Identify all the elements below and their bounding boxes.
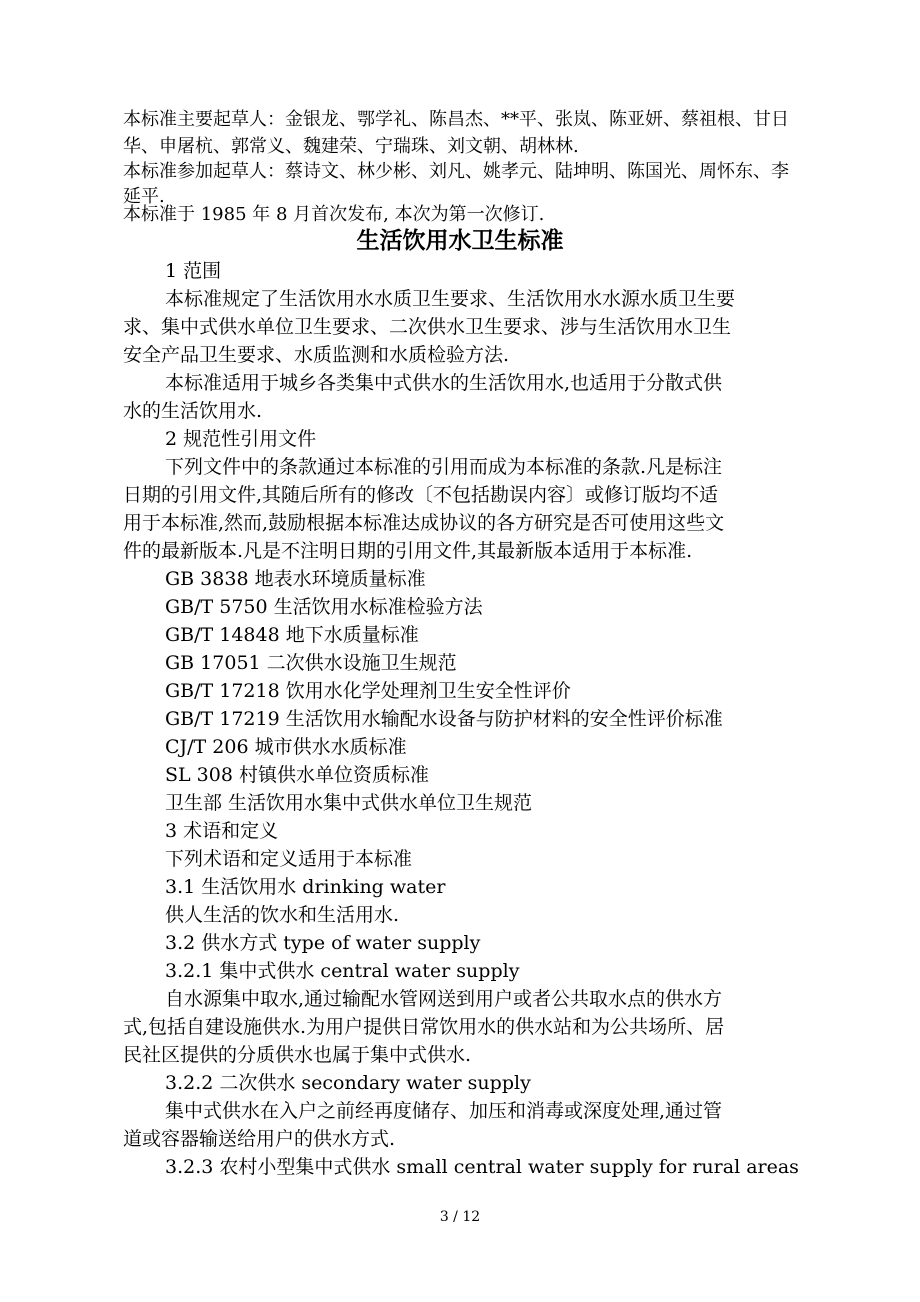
front-matter-line: 华、申屠杭、郭常义、魏建荣、宁瑞珠、刘文朝、胡林林.	[123, 136, 579, 157]
term-heading: 3.2 供水方式 type of water supply	[165, 932, 481, 954]
paragraph-line: 本标准规定了生活饮用水水质卫生要求、生活饮用水水源水质卫生要	[165, 288, 736, 310]
paragraph-line: 自水源集中取水,通过输配水管网送到用户或者公共取水点的供水方	[165, 988, 723, 1010]
paragraph-line: 水的生活饮用水.	[123, 400, 263, 422]
front-matter-line: 本标准主要起草人：金银龙、鄂学礼、陈昌杰、**平、张岚、陈亚妍、蔡祖根、甘日	[123, 109, 789, 130]
paragraph-line: 日期的引用文件,其随后所有的修改〔不包括勘误内容〕或修订版均不适	[123, 484, 719, 506]
section-heading: 1 范围	[165, 260, 222, 282]
paragraph-line: 道或容器输送给用户的供水方式.	[123, 1128, 396, 1150]
paragraph-line: 下列文件中的条款通过本标准的引用而成为本标准的条款.凡是标注	[165, 456, 723, 478]
page-number: 3 / 12	[439, 1209, 481, 1225]
paragraph-line: 用于本标准,然而,鼓励根据本标准达成协议的各方研究是否可使用这些文	[123, 512, 725, 534]
front-matter-line: 延平.	[123, 186, 165, 207]
section-heading: 2 规范性引用文件	[165, 428, 317, 450]
paragraph-line: 本标准适用于城乡各类集中式供水的生活饮用水,也适用于分散式供	[165, 372, 723, 394]
term-heading: 3.1 生活饮用水 drinking water	[165, 876, 446, 898]
paragraph-line: 式,包括自建设施供水.为用户提供日常饮用水的供水站和为公共场所、居	[123, 1016, 725, 1038]
reference-item: GB/T 17218 饮用水化学处理剂卫生安全性评价	[165, 680, 571, 702]
paragraph-line: 安全产品卫生要求、水质监测和水质检验方法.	[123, 344, 510, 366]
paragraph-line: 求、集中式供水单位卫生要求、二次供水卫生要求、涉与生活饮用水卫生	[123, 316, 732, 338]
reference-item: SL 308 村镇供水单位资质标准	[165, 764, 429, 786]
reference-item: GB/T 5750 生活饮用水标准检验方法	[165, 596, 483, 618]
front-matter-line: 本标准参加起草人：蔡诗文、林少彬、刘凡、姚孝元、陆坤明、陈国光、周怀东、李	[123, 161, 789, 182]
reference-item: GB 17051 二次供水设施卫生规范	[165, 652, 457, 674]
reference-item: GB/T 14848 地下水质量标准	[165, 624, 419, 646]
paragraph-line: 民社区提供的分质供水也属于集中式供水.	[123, 1044, 472, 1066]
paragraph-line: 集中式供水在入户之前经再度储存、加压和消毒或深度处理,通过管	[165, 1100, 723, 1122]
document-title: 生活饮用水卫生标准	[356, 228, 564, 254]
section-heading: 3 术语和定义	[165, 820, 279, 842]
paragraph-line: 下列术语和定义适用于本标准	[165, 848, 413, 870]
reference-item: GB 3838 地表水环境质量标准	[165, 568, 426, 590]
term-heading: 3.2.2 二次供水 secondary water supply	[165, 1072, 531, 1094]
reference-item: GB/T 17219 生活饮用水输配水设备与防护材料的安全性评价标准	[165, 708, 723, 730]
reference-item: 卫生部 生活饮用水集中式供水单位卫生规范	[165, 792, 533, 814]
term-heading: 3.2.1 集中式供水 central water supply	[165, 960, 520, 982]
term-heading: 3.2.3 农村小型集中式供水 small central water supply for rural areas	[165, 1156, 799, 1178]
reference-item: CJ/T 206 城市供水水质标准	[165, 736, 407, 758]
paragraph-line: 件的最新版本.凡是不注明日期的引用文件,其最新版本适用于本标准.	[123, 540, 693, 562]
front-matter-line: 本标准于 1985 年 8 月首次发布, 本次为第一次修订.	[123, 204, 545, 225]
paragraph-line: 供人生活的饮水和生活用水.	[165, 904, 400, 926]
